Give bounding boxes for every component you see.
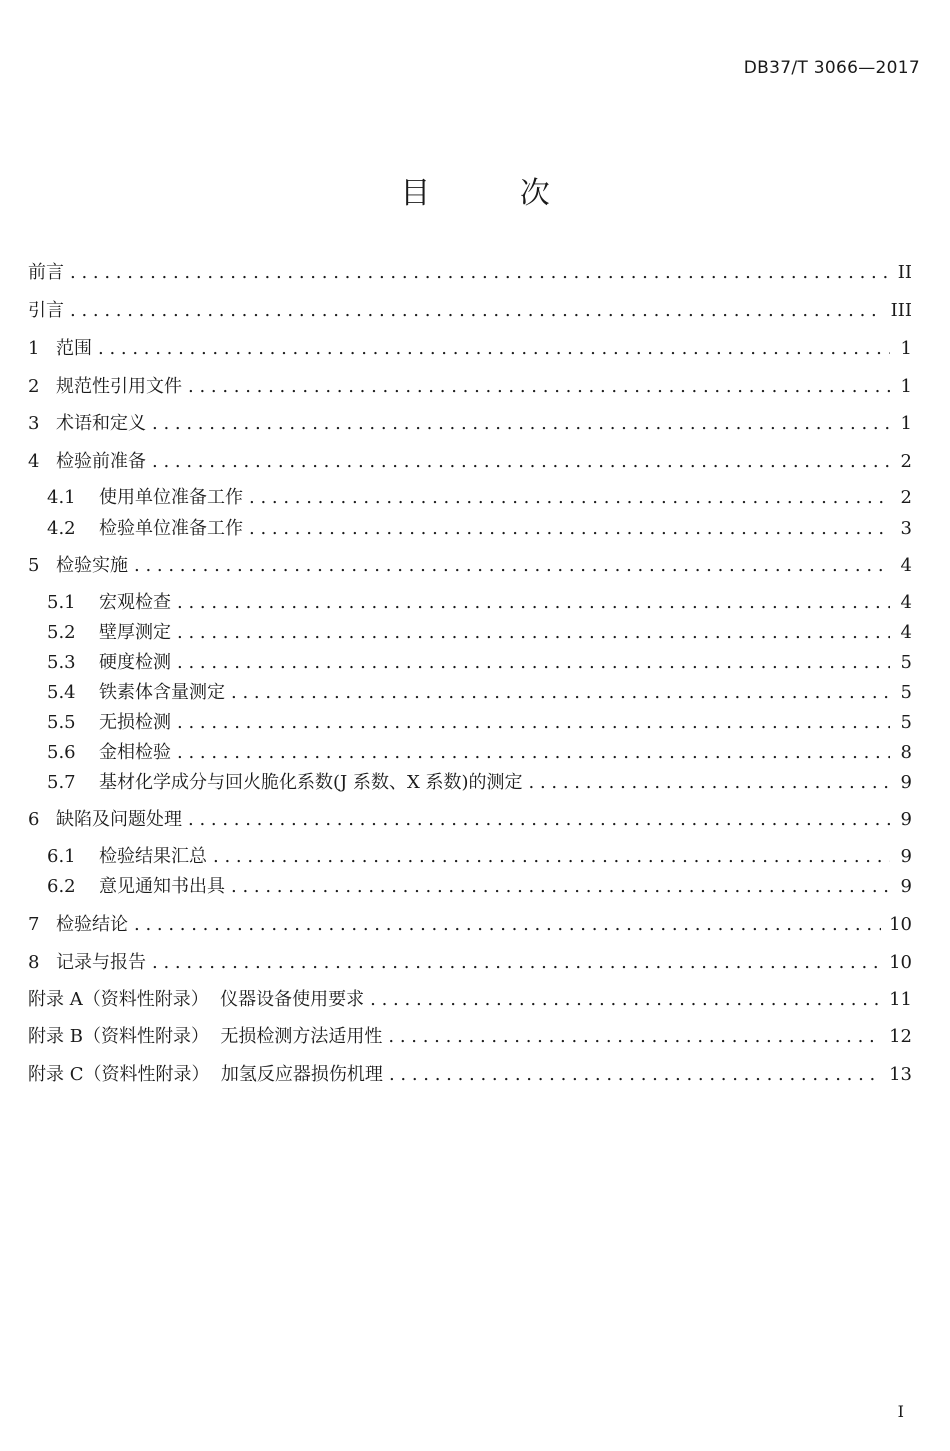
toc-entry[interactable]	[28, 985, 912, 1011]
toc-leader-dots	[388, 1026, 881, 1048]
toc-title: 目 次	[400, 176, 590, 211]
toc-entry[interactable]	[28, 372, 912, 398]
toc-entry-page: 2	[900, 451, 912, 472]
toc-entry[interactable]	[47, 588, 912, 614]
toc-entry-label: 检验结果汇总	[99, 846, 207, 867]
toc-leader-dots	[389, 1064, 881, 1086]
toc-entry-label: 金相检验	[99, 742, 171, 763]
toc-entry-label: 规范性引用文件	[56, 376, 182, 397]
toc-leader-dots	[249, 487, 890, 509]
toc-entry-page: III	[890, 300, 912, 321]
toc-leader-dots	[70, 300, 883, 322]
toc-entry-label: 检验结论	[56, 914, 128, 935]
toc-entry-page: 8	[900, 742, 912, 763]
document-code: DB37/T 3066—2017	[743, 58, 920, 78]
toc-entry[interactable]	[28, 334, 912, 360]
page-number: I	[897, 1402, 904, 1421]
toc-entry-label: 使用单位准备工作	[99, 487, 243, 508]
toc-leader-dots	[529, 772, 890, 794]
toc-entry-label: 宏观检查	[99, 592, 171, 613]
toc-leader-dots	[177, 622, 890, 644]
toc-entry[interactable]	[47, 768, 912, 794]
toc-entry-page: 9	[900, 809, 912, 830]
toc-entry[interactable]	[47, 514, 912, 540]
toc-entry-number: 5.7	[47, 772, 76, 793]
toc-entry-number: 1	[28, 338, 40, 359]
toc-entry-number: 5.4	[47, 682, 76, 703]
toc-leader-dots	[177, 742, 890, 764]
toc-entry-number: 2	[28, 376, 40, 397]
toc-entry-page: 9	[900, 846, 912, 867]
toc-leader-dots	[134, 914, 881, 936]
toc-entry[interactable]	[28, 409, 912, 435]
toc-entry-page: 4	[900, 592, 912, 613]
toc-leader-dots	[177, 712, 890, 734]
toc-entry-number: 5.6	[47, 742, 76, 763]
toc-leader-dots	[213, 846, 890, 868]
toc-entry-number: 5.2	[47, 622, 76, 643]
toc-entry-page: 11	[889, 989, 912, 1010]
toc-entry[interactable]	[28, 1060, 912, 1086]
toc-entry-label: 无损检测	[99, 712, 171, 733]
toc-entry[interactable]	[47, 483, 912, 509]
toc-entry-page: 3	[900, 518, 912, 539]
toc-entry-page: II	[897, 262, 912, 283]
toc-entry-number: 5	[28, 555, 40, 576]
toc-entry[interactable]	[28, 948, 912, 974]
toc-entry-number: 6	[28, 809, 40, 830]
toc-leader-dots	[98, 338, 890, 360]
toc-entry[interactable]	[28, 447, 912, 473]
toc-leader-dots	[249, 518, 890, 540]
toc-entry-label: 意见通知书出具	[99, 876, 225, 897]
toc-entry-page: 12	[889, 1026, 912, 1047]
toc-entry-label: 引言	[28, 300, 64, 321]
toc-entry-page: 9	[900, 876, 912, 897]
toc-entry-label: 术语和定义	[56, 413, 146, 434]
toc-entry-number: 6.1	[47, 846, 76, 867]
toc-entry-number: 5.3	[47, 652, 76, 673]
toc-entry[interactable]	[28, 910, 912, 936]
toc-entry-label: 附录 B（资料性附录） 无损检测方法适用性	[28, 1026, 383, 1047]
toc-entry[interactable]	[28, 1022, 912, 1048]
toc-entry[interactable]	[47, 872, 912, 898]
toc-entry[interactable]	[47, 618, 912, 644]
toc-entry-label: 附录 C（资料性附录） 加氢反应器损伤机理	[28, 1064, 383, 1085]
toc-leader-dots	[152, 413, 890, 435]
toc-entry-number: 5.5	[47, 712, 76, 733]
toc-entry[interactable]	[28, 258, 912, 284]
toc-leader-dots	[152, 952, 881, 974]
toc-entry[interactable]	[28, 296, 912, 322]
toc-leader-dots	[231, 876, 890, 898]
toc-entry-label: 附录 A（资料性附录） 仪器设备使用要求	[28, 989, 365, 1010]
toc-entry-label: 记录与报告	[56, 952, 146, 973]
toc-entry-label: 铁素体含量测定	[99, 682, 225, 703]
toc-entry-label: 壁厚测定	[99, 622, 171, 643]
toc-entry-page: 1	[900, 376, 912, 397]
toc-entry-page: 2	[900, 487, 912, 508]
toc-entry-page: 10	[889, 914, 912, 935]
toc-entry[interactable]	[47, 738, 912, 764]
toc-entry-number: 3	[28, 413, 40, 434]
toc-entry-label: 范围	[56, 338, 92, 359]
toc-entry-number: 5.1	[47, 592, 76, 613]
toc-entry-page: 4	[900, 555, 912, 576]
toc-entry-label: 缺陷及问题处理	[56, 809, 182, 830]
toc-entry[interactable]	[28, 551, 912, 577]
toc-entry-number: 4	[28, 451, 40, 472]
toc-entry-page: 13	[889, 1064, 912, 1085]
toc-leader-dots	[177, 652, 890, 674]
toc-leader-dots	[70, 262, 890, 284]
toc-entry-label: 检验前准备	[56, 451, 146, 472]
toc-entry-label: 检验实施	[56, 555, 128, 576]
toc-entry-number: 7	[28, 914, 40, 935]
toc-entry-page: 10	[889, 952, 912, 973]
toc-leader-dots	[177, 592, 890, 614]
toc-entry[interactable]	[47, 708, 912, 734]
toc-entry-number: 6.2	[47, 876, 76, 897]
toc-entry-number: 4.2	[47, 518, 76, 539]
toc-entry-label: 硬度检测	[99, 652, 171, 673]
toc-leader-dots	[231, 682, 890, 704]
toc-entry[interactable]	[28, 805, 912, 831]
toc-leader-dots	[370, 989, 881, 1011]
toc-entry[interactable]	[47, 648, 912, 674]
toc-leader-dots	[188, 809, 890, 831]
toc-entry-page: 4	[900, 622, 912, 643]
toc-entry-number: 8	[28, 952, 40, 973]
toc-entry-page: 5	[900, 652, 912, 673]
toc-entry-page: 1	[900, 413, 912, 434]
toc-entry-number: 4.1	[47, 487, 76, 508]
toc-entry-page: 1	[900, 338, 912, 359]
toc-entry-label: 检验单位准备工作	[99, 518, 243, 539]
toc-leader-dots	[134, 555, 890, 577]
toc-leader-dots	[152, 451, 890, 473]
toc-entry-page: 9	[900, 772, 912, 793]
toc-entry-label: 前言	[28, 262, 64, 283]
toc-leader-dots	[188, 376, 890, 398]
toc-entry[interactable]	[47, 842, 912, 868]
toc-entry[interactable]	[47, 678, 912, 704]
toc-entry-page: 5	[900, 682, 912, 703]
toc-entry-page: 5	[900, 712, 912, 733]
toc-entry-label: 基材化学成分与回火脆化系数(J 系数、X 系数)的测定	[99, 772, 523, 793]
